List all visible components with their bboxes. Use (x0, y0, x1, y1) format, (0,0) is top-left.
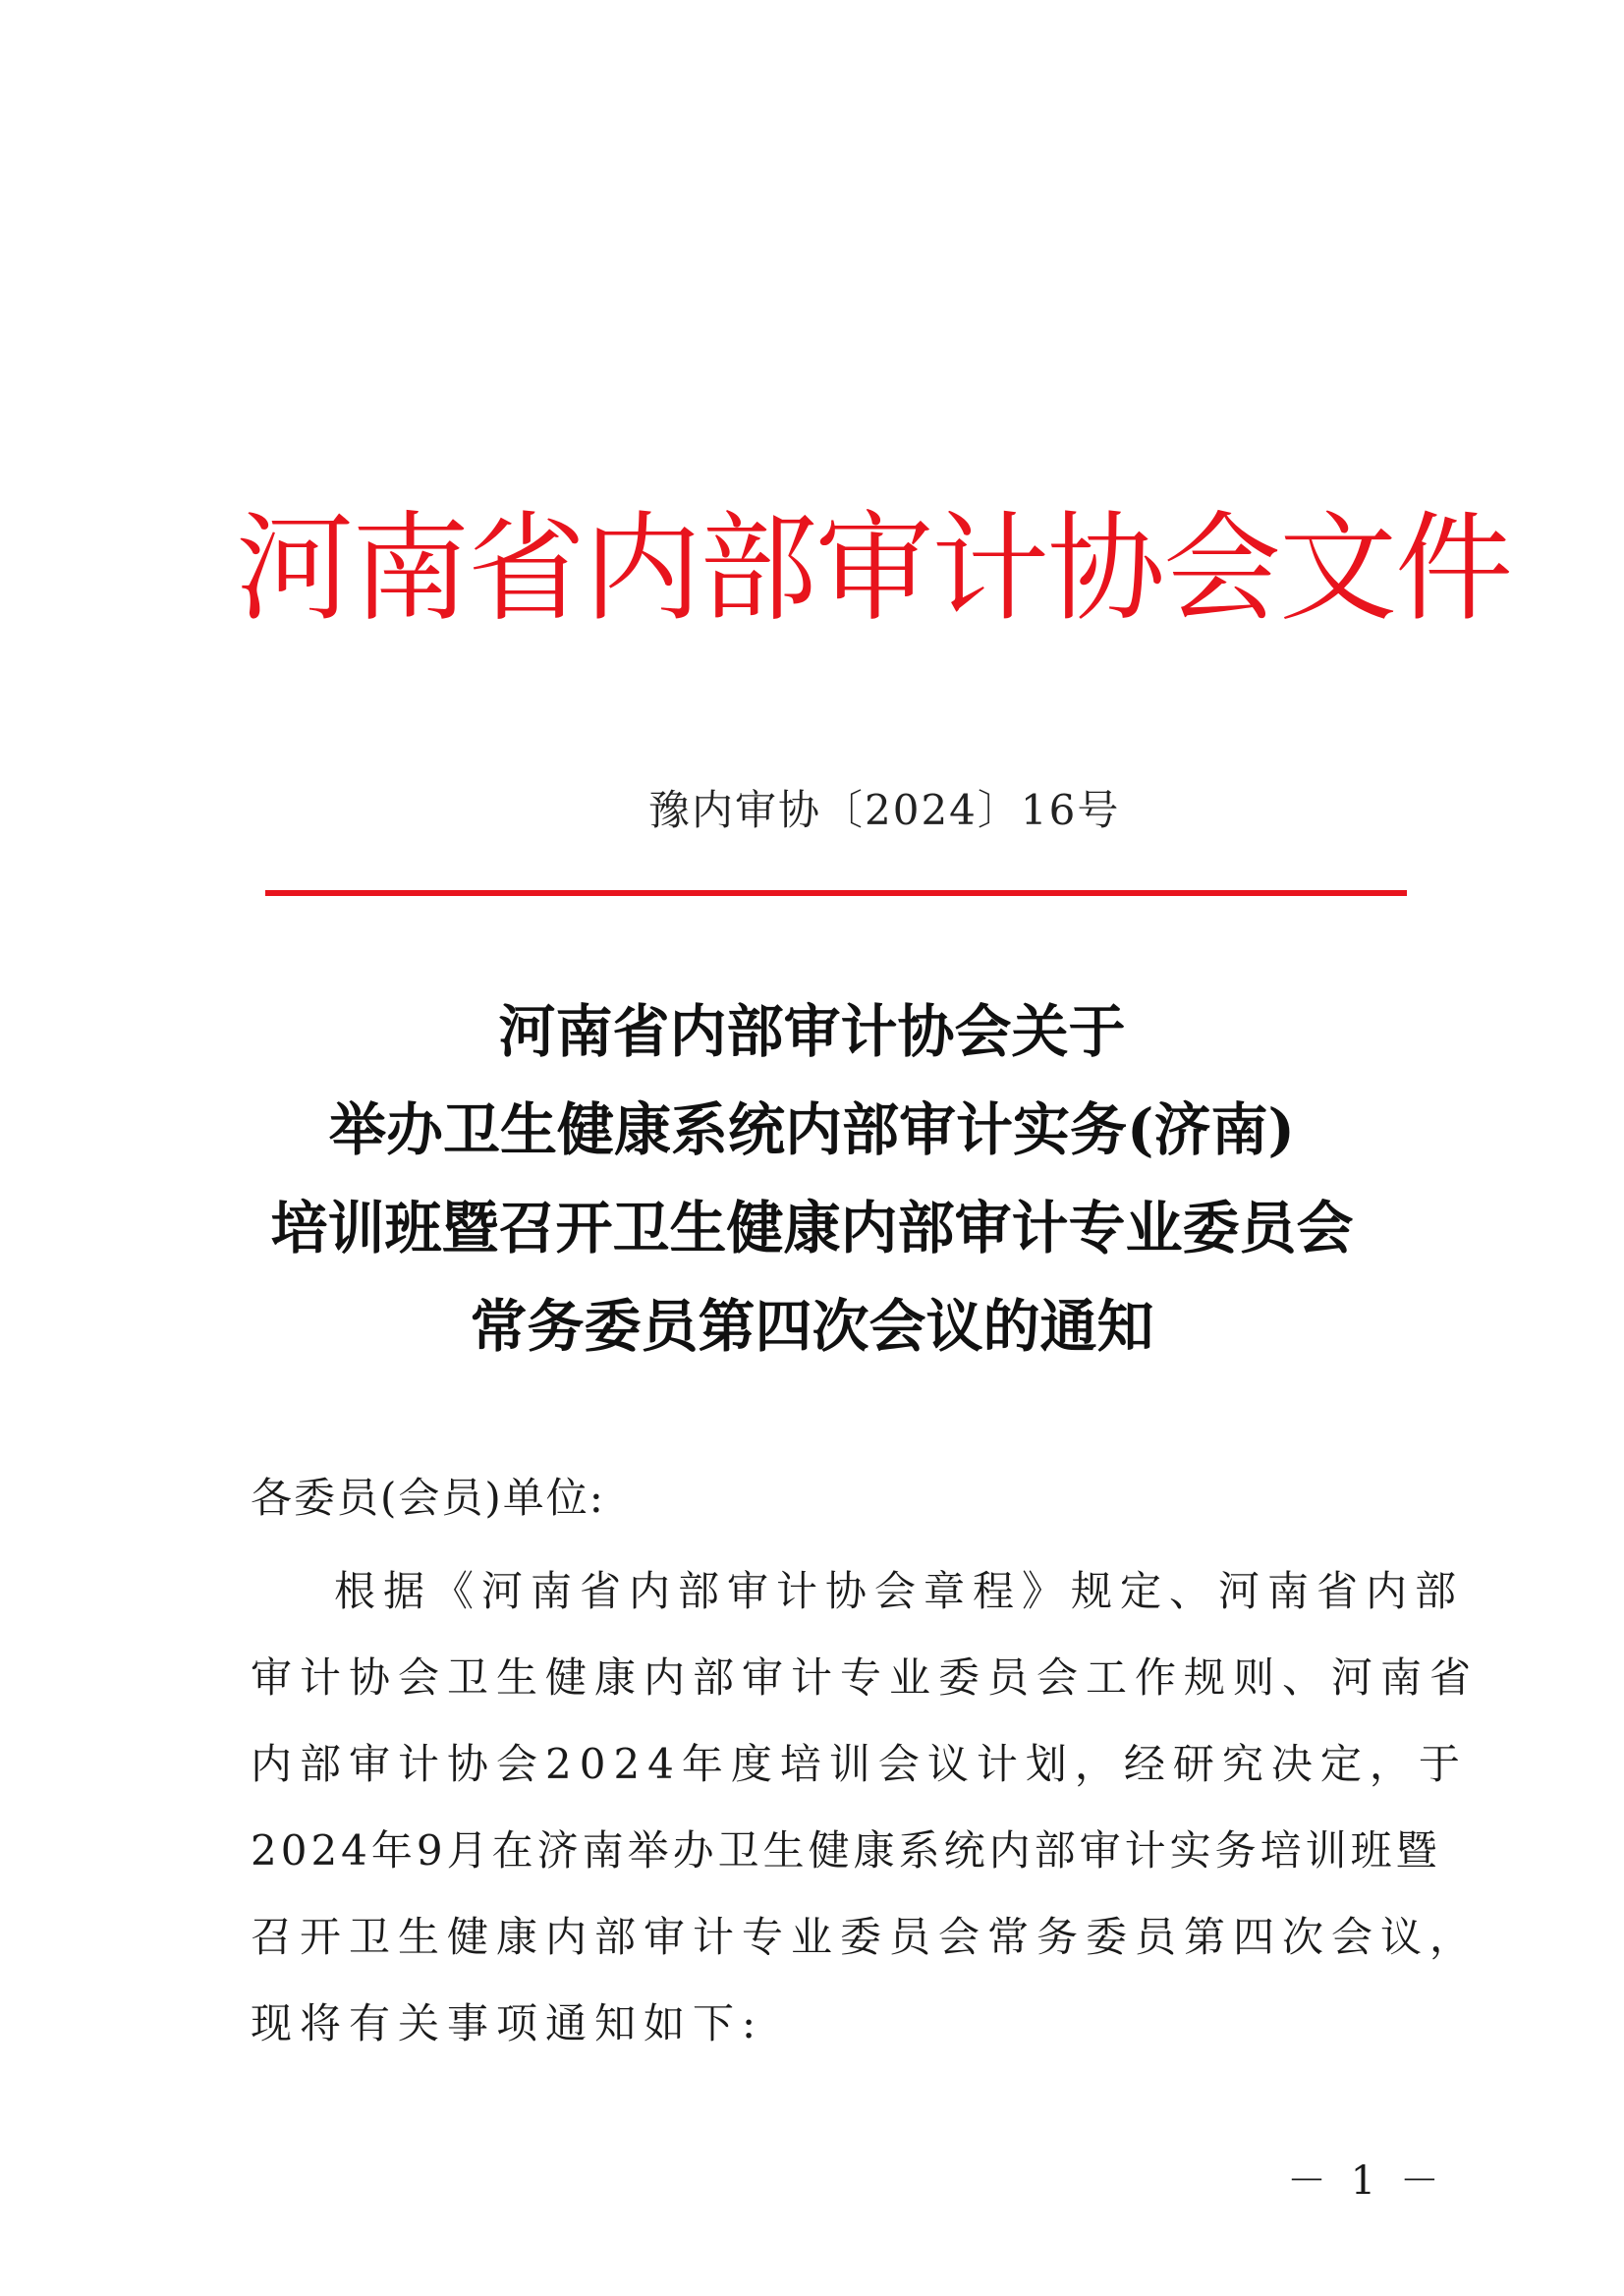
salutation: 各委员(会员)单位: (251, 1474, 605, 1522)
title-line-2: 举办卫生健康系统内部审计实务(济南) (329, 1096, 1295, 1163)
body-line-4: 2024年9月在济南举办卫生健康系统内部审计实务培训班暨 (251, 1826, 1441, 1875)
red-divider-line (265, 890, 1407, 896)
body-line-6: 现将有关事项通知如下: (251, 1999, 764, 2047)
document-title (196, 982, 1428, 1375)
body-line-1: 根据《河南省内部审计协会章程》规定、河南省内部 (334, 1567, 1465, 1615)
title-line-4: 常务委员第四次会议的通知 (470, 1293, 1154, 1360)
document-header-title: 河南省内部审计协会文件 (236, 501, 1511, 638)
body-line-5: 召开卫生健康内部审计专业委员会常务委员第四次会议， (251, 1913, 1480, 1961)
body-line-3: 内部审计协会2024年度培训会议计划，经研究决定，于 (251, 1740, 1468, 1788)
document-number: 豫内审协〔2024〕16号 (648, 786, 1121, 834)
title-line-3: 培训班暨召开卫生健康内部审计专业委员会 (270, 1195, 1354, 1261)
page-number: － 1 － (1287, 2158, 1445, 2204)
body-line-2: 审计协会卫生健康内部审计专业委员会工作规则、河南省 (251, 1653, 1480, 1702)
title-line-1: 河南省内部审计协会关于 (498, 998, 1126, 1065)
